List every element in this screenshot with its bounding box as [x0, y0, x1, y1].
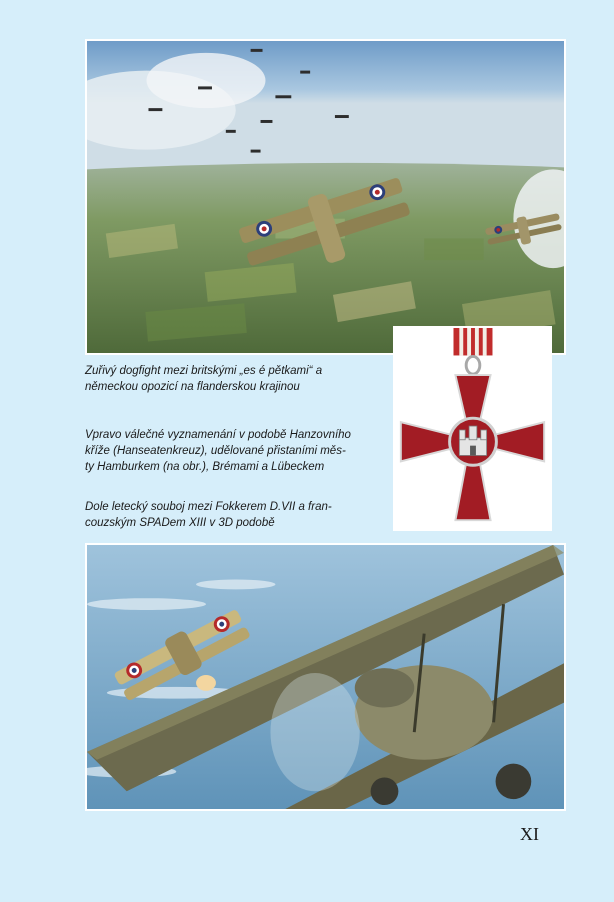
fokker-spad-caption	[85, 499, 385, 531]
fokker-spad-caption-line-2: couzským SPADem XIII v 3D podobě	[85, 517, 275, 529]
dogfight-photo	[85, 39, 566, 355]
fokker-spad-caption-line-1: Dole letecký souboj mezi Fokkerem D.VII a fran-	[85, 501, 332, 513]
fokker-spad-photo	[85, 543, 566, 811]
medal-caption-line-2: kříže (Hanseatenkreuz), udělované přistaními měs-	[85, 445, 346, 457]
fokker-spad-illustration	[87, 545, 564, 809]
page-number: XI	[520, 824, 539, 844]
dogfight-caption-line-2: německou opozicí na flanderskou krajinou	[85, 381, 300, 393]
medal-caption	[85, 427, 385, 475]
medal-caption-line-3: ty Hamburkem (na obr.), Brémami a Lübeckem	[85, 461, 325, 473]
dogfight-caption	[85, 363, 385, 395]
dogfight-caption-line-1: Zuřivý dogfight mezi britskými „es é pětkami“ a	[85, 365, 323, 377]
hanseatic-cross-photo	[393, 326, 552, 531]
dogfight-illustration	[87, 41, 564, 353]
medal-caption-line-1: Vpravo válečné vyznamenání v podobě Hanzovního	[85, 429, 351, 441]
medal-illustration	[395, 328, 550, 529]
